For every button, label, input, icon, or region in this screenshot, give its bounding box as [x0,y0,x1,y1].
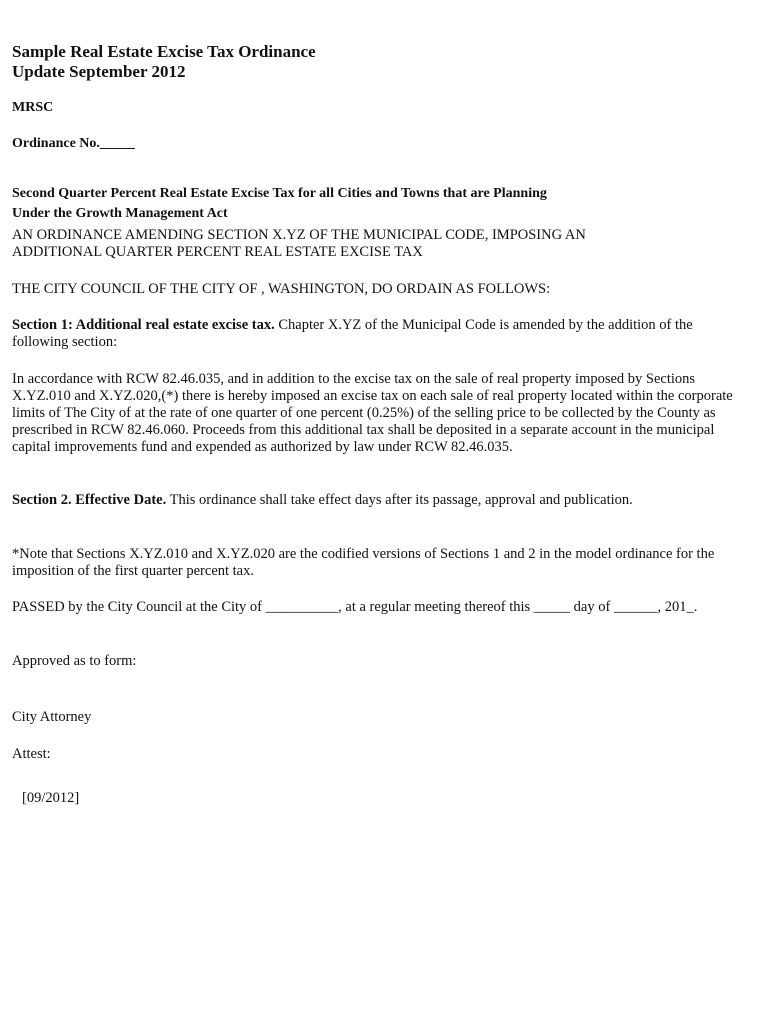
section-1-body: In accordance with RCW 82.46.035, and in addition to the excise tax on the sale of real property imposed by Sections X.YZ.010 and X.YZ.020,(*) there is hereby imposed an excise tax on each sale of real property located within the corporate limits of The City of at the rate of one quarter of one percent (0.25%) of the selling price to be collected by the County as prescribed in RCW 82.46.060. Proceeds from this additional tax shall be deposited in a separate account in the municipal capital improvements fund and expended as authorized by law under RCW 82.46.035. [12,371,733,455]
council-declaration: THE CITY COUNCIL OF THE CITY OF , WASHINGTON, DO ORDAIN AS FOLLOWS: [12,281,551,297]
title-line-2: Update September 2012 [12,62,186,81]
approved-label: Approved as to form: [12,653,137,669]
heading-line-1: Second Quarter Percent Real Estate Excise Tax for all Cities and Towns that are Planning [12,186,547,201]
passed-paragraph: PASSED by the City Council at the City of __________, at a regular meeting thereof this _____ day of ______, 201_. [12,599,698,615]
caption-line-2: ADDITIONAL QUARTER PERCENT REAL ESTATE EXCISE TAX [12,244,423,260]
org-label: MRSC [12,100,54,115]
document-title [12,42,316,82]
heading-line-2: Under the Growth Management Act [12,206,228,221]
section-1-intro [12,317,747,351]
caption-line-1: AN ORDINANCE AMENDING SECTION X.YZ OF THE MUNICIPAL CODE, IMPOSING AN [12,227,586,243]
title-line-1: Sample Real Estate Excise Tax Ordinance [12,42,316,61]
section-2-label: Section 2. Effective Date. [12,492,167,508]
section-2-text: This ordinance shall take effect days after its passage, approval and publication. [166,492,633,508]
attest-label: Attest: [12,746,51,762]
city-attorney-label: City Attorney [12,709,92,725]
section-1-text: Chapter X.YZ of the Municipal Code is amended by the addition of the following section: [12,317,693,350]
note-paragraph: *Note that Sections X.YZ.010 and X.YZ.020 are the codified versions of Sections 1 and 2 in the model ordinance for the imposition of the first quarter percent tax. [12,546,715,579]
section-2 [12,492,747,509]
ordinance-caption [12,227,747,261]
date-code: [09/2012] [22,790,80,806]
ordinance-number: Ordinance No._____ [12,136,135,151]
section-1-label: Section 1: Additional real estate excise tax. [12,317,275,333]
ordinance-heading [12,184,747,224]
